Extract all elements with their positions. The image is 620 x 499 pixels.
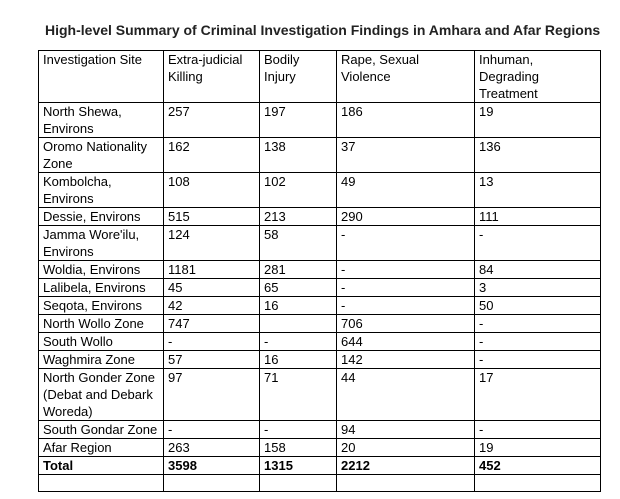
table-row [39,103,601,138]
cell-killing: 57 [164,351,260,369]
cell-injury: 71 [260,369,337,421]
table-row [39,369,601,421]
table-row [39,279,601,297]
cell-killing: 42 [164,297,260,315]
cell-site: North Shewa, Environs [39,103,164,138]
table-row [39,173,601,208]
table-row [39,315,601,333]
summary-table [38,50,601,492]
table-row [39,333,601,351]
cell-site: Seqota, Environs [39,297,164,315]
cell-rape: 644 [337,333,475,351]
cell-injury: 281 [260,261,337,279]
total-site: Total [39,457,164,475]
cell-killing: 108 [164,173,260,208]
cell-injury [260,315,337,333]
cell-treatment: - [475,351,601,369]
cell-treatment: 136 [475,138,601,173]
cell-injury: 58 [260,226,337,261]
cell-rape: - [337,297,475,315]
total-row [39,457,601,475]
cell-site: North Wollo Zone [39,315,164,333]
total-killing: 3598 [164,457,260,475]
cell-treatment: - [475,421,601,439]
cell-rape: 706 [337,315,475,333]
header-investigation-site: Investigation Site [39,51,164,103]
total-rape: 2212 [337,457,475,475]
table-row [39,261,601,279]
table-row [39,226,601,261]
empty-cell [475,475,601,492]
cell-killing: 124 [164,226,260,261]
empty-row [39,475,601,492]
header-inhuman-degrading-treatment: Inhuman, Degrading Treatment [475,51,601,103]
cell-treatment: 19 [475,103,601,138]
cell-injury: 213 [260,208,337,226]
cell-treatment: - [475,333,601,351]
table-header-row [39,51,601,103]
cell-injury: - [260,421,337,439]
cell-rape: 94 [337,421,475,439]
cell-killing: 162 [164,138,260,173]
cell-rape: 20 [337,439,475,457]
empty-cell [260,475,337,492]
cell-rape: 49 [337,173,475,208]
cell-injury: 102 [260,173,337,208]
cell-site: Oromo Nationality Zone [39,138,164,173]
cell-killing: - [164,421,260,439]
cell-rape: - [337,226,475,261]
cell-site: Dessie, Environs [39,208,164,226]
cell-rape: 37 [337,138,475,173]
total-injury: 1315 [260,457,337,475]
cell-injury: 65 [260,279,337,297]
document-title: High-level Summary of Criminal Investigation Findings in Amhara and Afar Regions [45,22,601,38]
cell-site: Waghmira Zone [39,351,164,369]
table-row [39,439,601,457]
empty-cell [337,475,475,492]
cell-site: Woldia, Environs [39,261,164,279]
cell-site: North Gonder Zone (Debat and Debark Woreda) [39,369,164,421]
cell-killing: - [164,333,260,351]
cell-site: South Wollo [39,333,164,351]
table-row [39,351,601,369]
cell-site: Kombolcha, Environs [39,173,164,208]
cell-treatment: 3 [475,279,601,297]
cell-rape: - [337,279,475,297]
cell-killing: 97 [164,369,260,421]
cell-injury: 16 [260,297,337,315]
cell-rape: 142 [337,351,475,369]
cell-killing: 1181 [164,261,260,279]
table-row [39,138,601,173]
cell-treatment: 19 [475,439,601,457]
cell-site: Jamma Wore'ilu, Environs [39,226,164,261]
cell-treatment: 84 [475,261,601,279]
cell-killing: 257 [164,103,260,138]
cell-rape: 186 [337,103,475,138]
cell-treatment: - [475,226,601,261]
cell-treatment: 50 [475,297,601,315]
cell-killing: 45 [164,279,260,297]
cell-treatment: - [475,315,601,333]
header-extra-judicial-killing: Extra-judicial Killing [164,51,260,103]
cell-site: Lalibela, Environs [39,279,164,297]
cell-injury: 197 [260,103,337,138]
cell-killing: 263 [164,439,260,457]
cell-injury: 158 [260,439,337,457]
cell-rape: - [337,261,475,279]
cell-rape: 44 [337,369,475,421]
cell-injury: 16 [260,351,337,369]
empty-cell [39,475,164,492]
table-row [39,421,601,439]
cell-killing: 515 [164,208,260,226]
cell-injury: 138 [260,138,337,173]
cell-injury: - [260,333,337,351]
cell-treatment: 111 [475,208,601,226]
cell-killing: 747 [164,315,260,333]
cell-treatment: 17 [475,369,601,421]
empty-cell [164,475,260,492]
header-bodily-injury: Bodily Injury [260,51,337,103]
cell-rape: 290 [337,208,475,226]
table-row [39,208,601,226]
cell-site: Afar Region [39,439,164,457]
table-row [39,297,601,315]
header-rape-sexual-violence: Rape, Sexual Violence [337,51,475,103]
total-treatment: 452 [475,457,601,475]
cell-treatment: 13 [475,173,601,208]
cell-site: South Gondar Zone [39,421,164,439]
table-body [39,103,601,492]
